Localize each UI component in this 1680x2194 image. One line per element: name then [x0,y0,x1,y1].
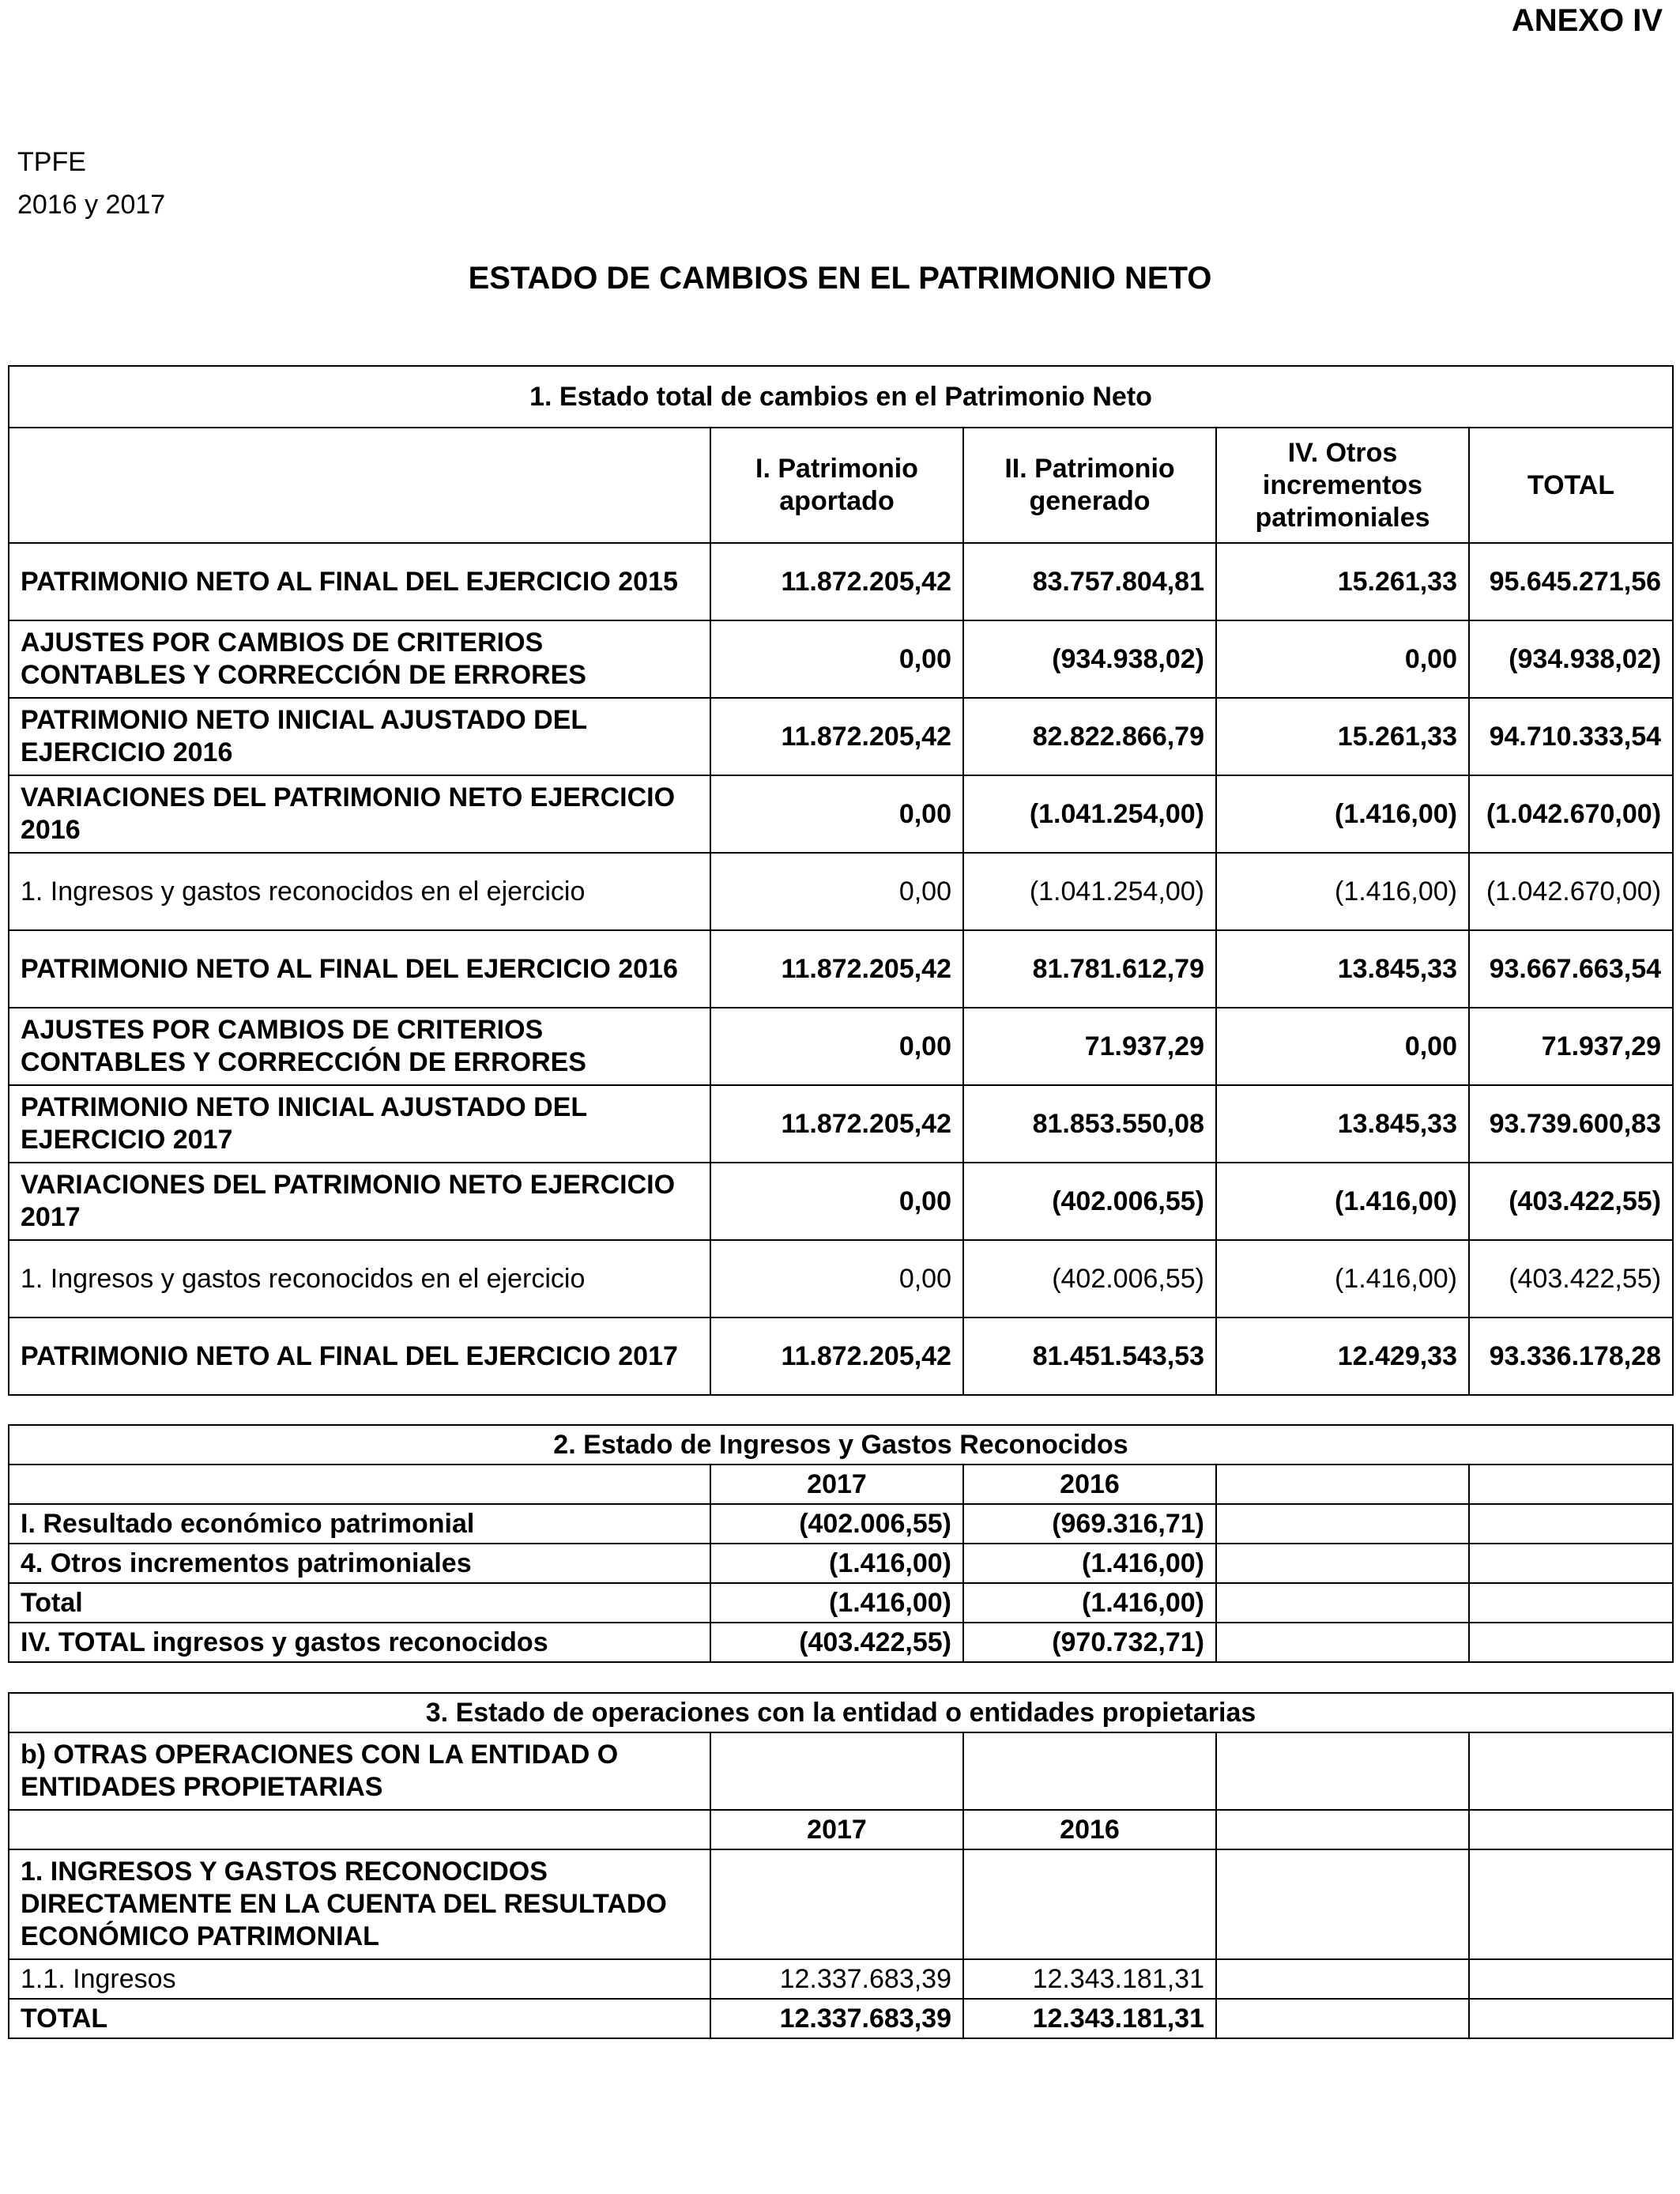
cell-value: (402.006,55) [963,1240,1216,1318]
cell-value: 81.451.543,53 [963,1318,1216,1395]
cell-value: (1.416,00) [963,1583,1216,1623]
empty-cell [963,1732,1216,1810]
cell-value: (403.422,55) [710,1623,963,1662]
table-row [9,853,1673,930]
table-row [9,1583,1673,1623]
cell-value: 93.336.178,28 [1469,1318,1673,1395]
table-row [9,930,1673,1008]
cell-value: (1.042.670,00) [1469,775,1673,853]
row-label: 1. Ingresos y gastos reconocidos en el ejercicio [9,1240,710,1318]
cell-value: 12.337.683,39 [710,1999,963,2038]
table3-header-empty [9,1810,710,1849]
recognized-income-expenses-table [8,1424,1674,1663]
empty-cell [1469,1959,1673,1999]
cell-value: 81.781.612,79 [963,930,1216,1008]
empty-cell [710,1849,963,1959]
cell-value: (1.416,00) [1216,1163,1469,1240]
changes-in-equity-table [8,365,1674,1396]
empty-cell [1216,1623,1469,1662]
cell-value: 11.872.205,42 [710,930,963,1008]
year-header: 2016 [963,1810,1216,1849]
empty-cell [1216,1583,1469,1623]
empty-cell [710,1732,963,1810]
year-header: 2016 [963,1465,1216,1504]
empty-cell [1469,1999,1673,2038]
table-row [9,1544,1673,1583]
cell-value: (402.006,55) [963,1163,1216,1240]
row-label: AJUSTES POR CAMBIOS DE CRITERIOS CONTABLES Y CORRECCIÓN DE ERRORES [9,620,710,698]
table-row [9,1623,1673,1662]
cell-value: 0,00 [710,620,963,698]
period-label: 2016 y 2017 [17,190,166,220]
cell-value: 13.845,33 [1216,1085,1469,1163]
table-row [9,1999,1673,2038]
table3-section-label: 1. INGRESOS Y GASTOS RECONOCIDOS DIRECTAMENTE EN LA CUENTA DEL RESULTADO ECONÓMICO PATRIMONIAL [9,1849,710,1959]
cell-value: 94.710.333,54 [1469,698,1673,775]
cell-value: 95.645.271,56 [1469,543,1673,620]
cell-value: (1.416,00) [1216,1240,1469,1318]
cell-value: 11.872.205,42 [710,543,963,620]
owner-operations-table [8,1692,1674,2039]
cell-value: (1.416,00) [963,1544,1216,1583]
table1-title: 1. Estado total de cambios en el Patrimonio Neto [9,366,1673,428]
empty-cell [1469,1504,1673,1544]
cell-value: (934.938,02) [963,620,1216,698]
empty-cell [1469,1583,1673,1623]
table-row [9,775,1673,853]
empty-cell [1469,1544,1673,1583]
table-row [9,543,1673,620]
cell-value: 93.667.663,54 [1469,930,1673,1008]
row-label: 1. Ingresos y gastos reconocidos en el ejercicio [9,853,710,930]
cell-value: 83.757.804,81 [963,543,1216,620]
cell-value: 71.937,29 [963,1008,1216,1085]
cell-value: (1.042.670,00) [1469,853,1673,930]
empty-cell [1216,1504,1469,1544]
column-header: TOTAL [1469,428,1673,543]
empty-cell [963,1849,1216,1959]
row-label: IV. TOTAL ingresos y gastos reconocidos [9,1623,710,1662]
cell-value: (1.041.254,00) [963,853,1216,930]
cell-value: 12.429,33 [1216,1318,1469,1395]
row-label: PATRIMONIO NETO AL FINAL DEL EJERCICIO 2015 [9,543,710,620]
cell-value: 11.872.205,42 [710,1085,963,1163]
cell-value: 12.343.181,31 [963,1959,1216,1999]
table2-title: 2. Estado de Ingresos y Gastos Reconocidos [9,1425,1673,1465]
table-row [9,1959,1673,1999]
row-label: PATRIMONIO NETO INICIAL AJUSTADO DEL EJERCICIO 2016 [9,698,710,775]
empty-cell [1216,1732,1469,1810]
table-row [9,1163,1673,1240]
cell-value: 0,00 [1216,620,1469,698]
year-header: 2017 [710,1810,963,1849]
cell-value: 12.337.683,39 [710,1959,963,1999]
table-row [9,1008,1673,1085]
cell-value: (1.416,00) [710,1583,963,1623]
cell-value: (1.416,00) [1216,853,1469,930]
cell-value: 15.261,33 [1216,698,1469,775]
year-header: 2017 [710,1465,963,1504]
empty-cell [1216,1810,1469,1849]
empty-cell [1469,1623,1673,1662]
cell-value: (403.422,55) [1469,1240,1673,1318]
cell-value: 11.872.205,42 [710,1318,963,1395]
cell-value: 71.937,29 [1469,1008,1673,1085]
empty-cell [1469,1465,1673,1504]
document-title: ESTADO DE CAMBIOS EN EL PATRIMONIO NETO [468,261,1212,296]
cell-value: 15.261,33 [1216,543,1469,620]
empty-cell [1216,1849,1469,1959]
row-label: VARIACIONES DEL PATRIMONIO NETO EJERCICIO 2017 [9,1163,710,1240]
table2-header-empty [9,1465,710,1504]
cell-value: 81.853.550,08 [963,1085,1216,1163]
table-row [9,1240,1673,1318]
row-label: 4. Otros incrementos patrimoniales [9,1544,710,1583]
empty-cell [1469,1732,1673,1810]
empty-cell [1469,1849,1673,1959]
empty-cell [1469,1810,1673,1849]
cell-value: (403.422,55) [1469,1163,1673,1240]
cell-value: (402.006,55) [710,1504,963,1544]
cell-value: (1.041.254,00) [963,775,1216,853]
table-row [9,1085,1673,1163]
organization-label: TPFE [17,147,86,177]
cell-value: 0,00 [1216,1008,1469,1085]
table-row [9,1318,1673,1395]
empty-cell [1216,1999,1469,2038]
cell-value: (970.732,71) [963,1623,1216,1662]
cell-value: (934.938,02) [1469,620,1673,698]
cell-value: 0,00 [710,1008,963,1085]
row-label: 1.1. Ingresos [9,1959,710,1999]
cell-value: 93.739.600,83 [1469,1085,1673,1163]
row-label: Total [9,1583,710,1623]
row-label: I. Resultado económico patrimonial [9,1504,710,1544]
cell-value: 12.343.181,31 [963,1999,1216,2038]
annex-label: ANEXO IV [1511,3,1663,38]
cell-value: 0,00 [710,1163,963,1240]
column-header: IV. Otros incrementos patrimoniales [1216,428,1469,543]
row-label: AJUSTES POR CAMBIOS DE CRITERIOS CONTABLES Y CORRECCIÓN DE ERRORES [9,1008,710,1085]
cell-value: 11.872.205,42 [710,698,963,775]
cell-value: 0,00 [710,1240,963,1318]
column-header: II. Patrimonio generado [963,428,1216,543]
cell-value: 82.822.866,79 [963,698,1216,775]
empty-cell [1216,1544,1469,1583]
row-label: PATRIMONIO NETO AL FINAL DEL EJERCICIO 2017 [9,1318,710,1395]
empty-cell [1216,1959,1469,1999]
row-label: TOTAL [9,1999,710,2038]
cell-value: 13.845,33 [1216,930,1469,1008]
table3-subtitle: b) OTRAS OPERACIONES CON LA ENTIDAD O ENTIDADES PROPIETARIAS [9,1732,710,1810]
cell-value: (1.416,00) [710,1544,963,1583]
table-row [9,620,1673,698]
table-row [9,1504,1673,1544]
table3-title: 3. Estado de operaciones con la entidad o entidades propietarias [9,1693,1673,1732]
cell-value: (969.316,71) [963,1504,1216,1544]
empty-cell [1216,1465,1469,1504]
row-label: PATRIMONIO NETO INICIAL AJUSTADO DEL EJERCICIO 2017 [9,1085,710,1163]
cell-value: 0,00 [710,853,963,930]
table-row [9,698,1673,775]
row-label: VARIACIONES DEL PATRIMONIO NETO EJERCICIO 2016 [9,775,710,853]
cell-value: (1.416,00) [1216,775,1469,853]
column-header: I. Patrimonio aportado [710,428,963,543]
table1-header-empty [9,428,710,543]
row-label: PATRIMONIO NETO AL FINAL DEL EJERCICIO 2016 [9,930,710,1008]
cell-value: 0,00 [710,775,963,853]
